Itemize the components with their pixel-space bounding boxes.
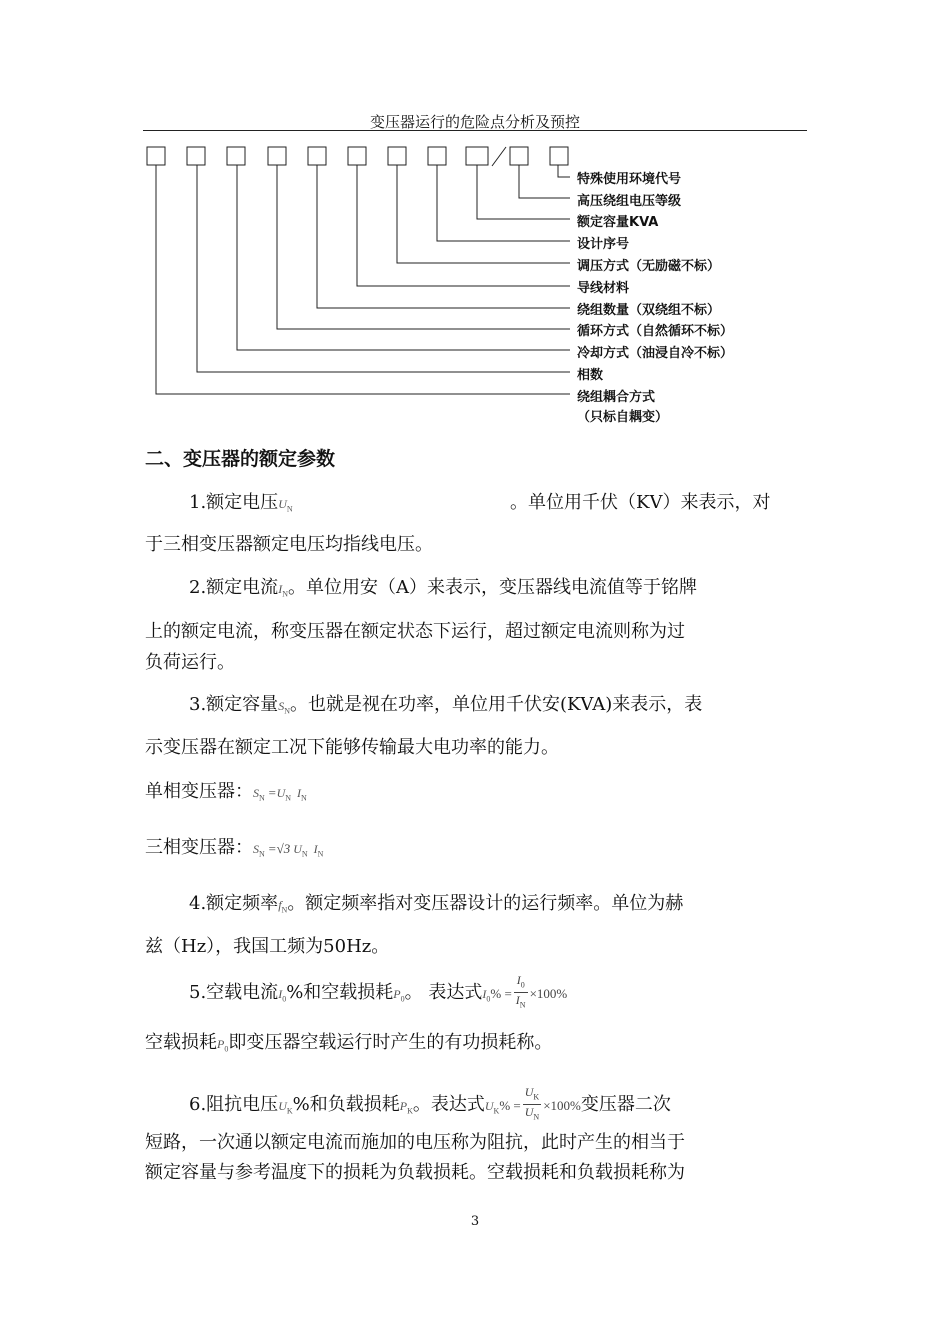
leader-line-4	[437, 165, 570, 241]
paragraph-3-line-1: 3.额定容量$S_N$。也就是视在功率，单位用千伏安(KVA)来表示，表	[189, 694, 703, 716]
page-header-title: 变压器运行的危险点分析及预控	[369, 113, 580, 131]
paragraph-2-line-2: 上的额定电流，称变压器在额定状态下运行，超过额定电流则称为过	[145, 621, 685, 642]
formula-single-phase: $S_N =U_N$ $I_N$	[253, 785, 307, 803]
formula-three-phase: $S_N =√3$ $U_N$ $I_N$	[253, 841, 324, 859]
page-number: 3	[470, 1214, 480, 1229]
code-box-1	[147, 147, 165, 165]
leader-line-10	[197, 165, 570, 372]
single-phase-formula-line: 单相变压器：$S_N =U_N$ $I_N$	[145, 781, 307, 803]
p1-trail: 。单位用千伏（KV）来表示，对	[510, 492, 771, 513]
leader-line-1	[558, 165, 570, 177]
p1-lead: 1.额定电压	[189, 492, 279, 513]
code-box-3	[227, 147, 245, 165]
slash-divider	[492, 147, 506, 166]
diagram-label-rated-capacity: 额定容量KVA	[577, 215, 659, 230]
code-box-11	[550, 147, 568, 165]
three-phase-formula-line: 三相变压器：$S_N =√3$ $U_N$ $I_N$	[145, 837, 324, 859]
symbol-un: $U_N$	[278, 497, 293, 514]
leader-line-9	[237, 165, 570, 350]
paragraph-3-line-2: 示变压器在额定工况下能够传输最大电功率的能力。	[145, 737, 559, 758]
diagram-label-winding-count: 绕组数量（双绕组不标）	[577, 303, 721, 318]
diagram-label-voltage-regulation: 调压方式（无励磁不标）	[577, 259, 721, 274]
leader-line-6	[357, 165, 570, 286]
code-box-6	[348, 147, 366, 165]
fraction-uk-over-un: $\frac{U_K}{U_N}$	[524, 1085, 540, 1122]
diagram-label-cooling: 冷却方式（油浸自冷不标）	[577, 346, 734, 361]
paragraph-2-line-3: 负荷运行。	[145, 652, 235, 673]
paragraph-1-line-2: 于三相变压器额定电压均指线电压。	[145, 534, 433, 555]
symbol-sn: $S_N$	[278, 699, 290, 716]
diagram-label-coupling: 绕组耦合方式	[577, 390, 656, 405]
paragraph-6-line-2: 短路，一次通以额定电流而施加的电压称为阻抗，此时产生的相当于	[145, 1132, 685, 1153]
diagram-label-design-serial: 设计序号	[577, 237, 630, 252]
paragraph-5-line-1: 5.空载电流$I_0\%$和空载损耗$P_0$。 表达式$I_0\%$ = $\frac{I_0}{I_N}$ ×100%	[189, 973, 567, 1013]
paragraph-6-line-3: 额定容量与参考温度下的损耗为负载损耗。空载损耗和负载损耗称为	[145, 1162, 685, 1183]
section-heading: 二、变压器的额定参数	[145, 448, 336, 470]
code-box-4	[268, 147, 286, 165]
code-box-2	[187, 147, 205, 165]
code-box-10	[510, 147, 528, 165]
diagram-label-coupling-note: （只标自耦变）	[577, 410, 669, 425]
symbol-fn: $f_N$	[278, 898, 288, 915]
leader-line-7	[317, 165, 570, 308]
paragraph-6-line-1: 6.阻抗电压$U_K\%$和负载损耗$P_K$。表达式$U_K\%$ = $\frac{U_K}{U_N}$ ×100%变压器二次	[189, 1085, 671, 1125]
code-box-9	[466, 147, 488, 165]
code-box-8	[428, 147, 446, 165]
leader-line-2	[519, 165, 570, 198]
diagram-label-conductor-material: 导线材料	[577, 281, 630, 296]
diagram-label-hv-voltage: 高压绕组电压等级	[577, 194, 682, 209]
code-box-7	[388, 147, 406, 165]
paragraph-2-line-1: 2.额定电流$I_N$。单位用安（A）来表示，变压器线电流值等于铭牌	[189, 577, 697, 599]
diagram-label-phase-count: 相数	[577, 368, 604, 383]
model-designation-diagram	[0, 0, 950, 430]
paragraph-1-line-1	[189, 488, 293, 514]
paragraph-5-line-2: 空载损耗$P_0$即变压器空载运行时产生的有功损耗称。	[145, 1032, 553, 1054]
symbol-in: $I_N$	[278, 582, 288, 599]
diagram-label-circulation: 循环方式（自然循环不标）	[577, 324, 734, 339]
paragraph-4-line-1: 4.额定频率$f_N$。额定频率指对变压器设计的运行频率。单位为赫	[189, 893, 684, 915]
leader-line-3	[477, 165, 570, 219]
leader-line-11	[156, 165, 570, 394]
diagram-label-special-env: 特殊使用环境代号	[577, 172, 682, 187]
fraction-i0-over-in: $\frac{I_0}{I_N}$	[515, 973, 526, 1010]
leader-line-5	[397, 165, 570, 263]
paragraph-4-line-2: 兹（Hz），我国工频为50Hz。	[145, 936, 390, 957]
leader-line-8	[277, 165, 570, 329]
code-box-5	[308, 147, 326, 165]
